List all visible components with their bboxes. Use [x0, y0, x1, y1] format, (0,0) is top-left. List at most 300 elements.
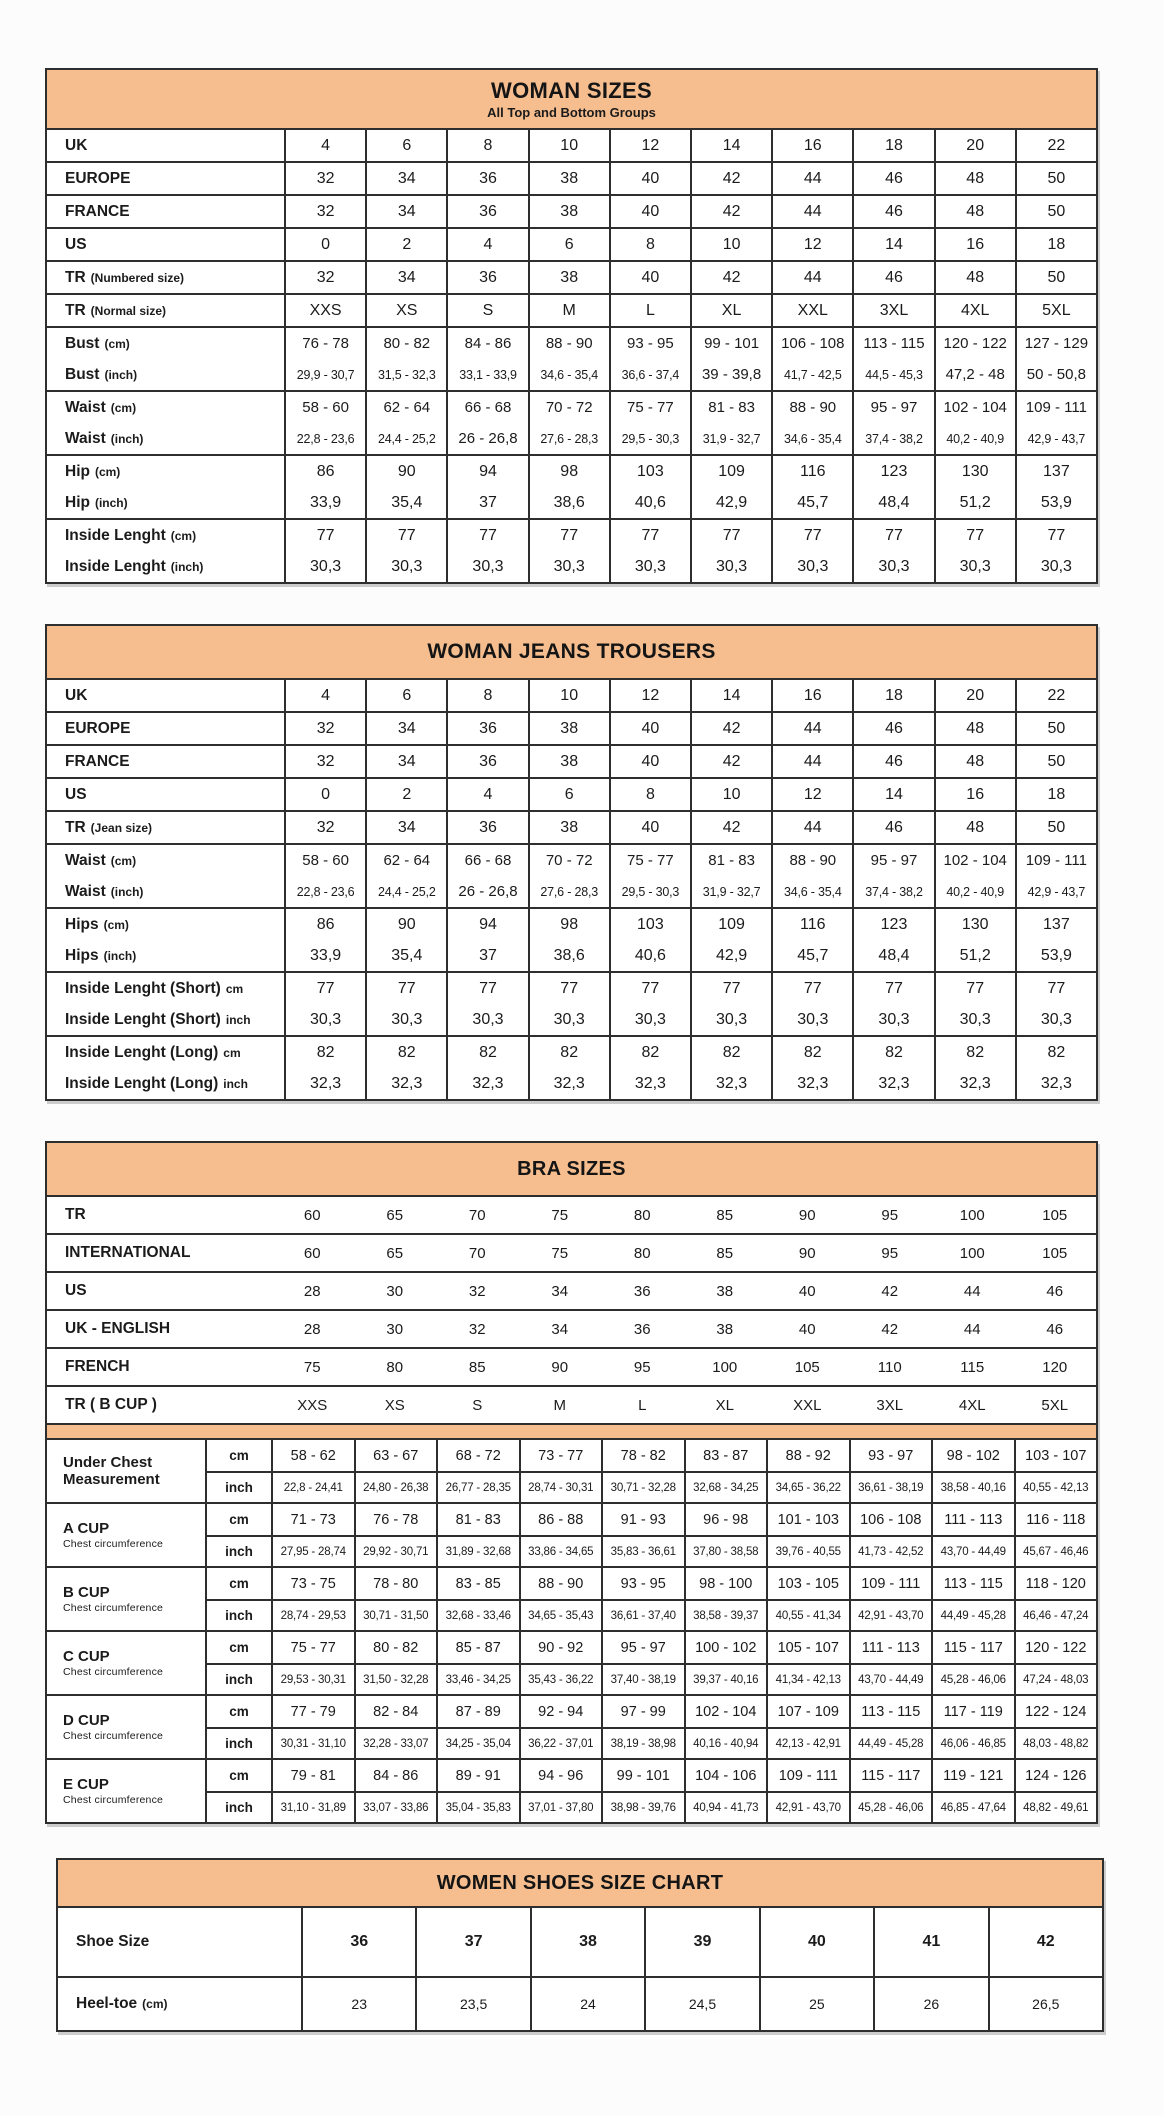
- unit-label: inch: [205, 1791, 271, 1822]
- cell: 8: [446, 130, 527, 161]
- cell: 111 - 113: [849, 1632, 932, 1663]
- cell: 115 - 117: [849, 1760, 932, 1791]
- row-label-text: TR: [65, 818, 86, 836]
- row-group: [47, 744, 1096, 777]
- cell: 12: [609, 130, 690, 161]
- row-label-text: A CUP: [63, 1519, 110, 1537]
- row-label: [47, 1068, 284, 1099]
- row-label: [47, 1440, 205, 1502]
- row-group: [47, 971, 1096, 1035]
- cell: 10: [690, 229, 771, 260]
- cell: 28,74 - 30,31: [519, 1471, 602, 1502]
- cell: 31,9 - 32,7: [690, 876, 771, 907]
- row-label-text: Inside Lenght (Short): [65, 979, 221, 997]
- cell: 10: [690, 779, 771, 810]
- cell: 88 - 90: [519, 1568, 602, 1599]
- cell: 4XL: [934, 295, 1015, 326]
- cell: 90 - 92: [519, 1632, 602, 1663]
- cell: 77: [365, 973, 446, 1004]
- cell: 77: [284, 973, 365, 1004]
- cell: 105: [1042, 1206, 1068, 1224]
- cell: 36: [446, 196, 527, 227]
- cell: 30,71 - 32,28: [601, 1471, 684, 1502]
- cell: 44: [771, 812, 852, 843]
- cell: 30,3: [771, 551, 852, 582]
- cell: 94: [446, 456, 527, 487]
- row-label: [47, 359, 284, 390]
- cell: 40,16 - 40,94: [684, 1727, 767, 1758]
- cell: 6: [365, 130, 446, 161]
- cell: 42,91 - 43,70: [849, 1599, 932, 1630]
- row-label-suffix: (Numbered size): [90, 270, 185, 285]
- cell: 93 - 95: [601, 1568, 684, 1599]
- cell: 77: [284, 520, 365, 551]
- row-group: [47, 1694, 1096, 1758]
- cell: 22,8 - 24,41: [271, 1471, 354, 1502]
- cell: 18: [1015, 779, 1096, 810]
- cell: 4XL: [958, 1396, 986, 1414]
- cell: 104 - 106: [684, 1760, 767, 1791]
- cell: 82: [852, 1037, 933, 1068]
- row-label-text: FRANCE: [65, 752, 130, 770]
- cell: 10: [528, 680, 609, 711]
- row-label-text: EUROPE: [65, 719, 131, 737]
- cell: 48: [934, 196, 1015, 227]
- cell: 42,9 - 43,7: [1015, 423, 1096, 454]
- unit-label: cm: [205, 1440, 271, 1471]
- row-label: [47, 262, 284, 293]
- cell: 30,3: [365, 551, 446, 582]
- cell: 44,49 - 45,28: [931, 1599, 1014, 1630]
- cell: 44: [771, 746, 852, 777]
- cell: 58 - 60: [284, 392, 365, 423]
- cell: 27,6 - 28,3: [528, 876, 609, 907]
- cell: 100: [712, 1358, 738, 1376]
- cell: 32,3: [852, 1068, 933, 1099]
- cell: 70: [468, 1206, 486, 1224]
- cell: 97 - 99: [601, 1696, 684, 1727]
- row-label-text: Waist: [65, 398, 106, 416]
- row-group: [47, 1309, 1096, 1347]
- cell: 83 - 85: [436, 1568, 519, 1599]
- cell: 4: [446, 229, 527, 260]
- row-label-text: Bust: [65, 365, 100, 383]
- cell: 44: [963, 1320, 981, 1338]
- cell: 33,07 - 33,86: [354, 1791, 437, 1822]
- cell: 50 - 50,8: [1015, 359, 1096, 390]
- cell: 27,95 - 28,74: [271, 1535, 354, 1566]
- cell: 36: [301, 1908, 415, 1976]
- cell: 77: [690, 520, 771, 551]
- cell: 32: [284, 196, 365, 227]
- unit-label: cm: [205, 1760, 271, 1791]
- cell: 40: [609, 262, 690, 293]
- cell: 103: [609, 909, 690, 940]
- cell: 42: [690, 812, 771, 843]
- cell: 31,9 - 32,7: [690, 423, 771, 454]
- cell: 30,3: [852, 551, 933, 582]
- row-label-sub: Chest circumference: [63, 1730, 164, 1743]
- cell: 33,9: [284, 487, 365, 518]
- cell: 77: [609, 520, 690, 551]
- cell: 28: [303, 1320, 321, 1338]
- cell: 75 - 77: [271, 1632, 354, 1663]
- cell: 116: [771, 456, 852, 487]
- row-label: [47, 1311, 271, 1347]
- cell: 2: [365, 229, 446, 260]
- cell: 40,55 - 41,34: [766, 1599, 849, 1630]
- cell: 106 - 108: [771, 328, 852, 359]
- cell: 95: [881, 1206, 899, 1224]
- row-label-text: Hips: [65, 946, 99, 964]
- cell: 50: [1015, 163, 1096, 194]
- cell: 42: [690, 262, 771, 293]
- cell: 48: [934, 262, 1015, 293]
- cell: 36,61 - 37,40: [601, 1599, 684, 1630]
- row-label-suffix: (Jean size): [90, 820, 153, 835]
- cell: 50: [1015, 812, 1096, 843]
- cell: 12: [771, 779, 852, 810]
- cell: 37,40 - 38,19: [601, 1663, 684, 1694]
- row-label-text: US: [65, 235, 87, 253]
- cell: 85 - 87: [436, 1632, 519, 1663]
- cell: 113 - 115: [931, 1568, 1014, 1599]
- cell: 77: [934, 520, 1015, 551]
- cell: 30,3: [446, 551, 527, 582]
- cell: 34,65 - 35,43: [519, 1599, 602, 1630]
- cell: 109: [690, 909, 771, 940]
- row-label-text: Inside Lenght (Short): [65, 1010, 221, 1028]
- cell: 78 - 82: [601, 1440, 684, 1471]
- cell: 66 - 68: [446, 392, 527, 423]
- woman-sizes-subtitle: All Top and Bottom Groups: [487, 105, 656, 120]
- row-label: [47, 1504, 205, 1566]
- cell: 27,6 - 28,3: [528, 423, 609, 454]
- cell: 80: [386, 1358, 404, 1376]
- cell: 95: [881, 1244, 899, 1262]
- cell: 38,98 - 39,76: [601, 1791, 684, 1822]
- cell: 18: [852, 680, 933, 711]
- cell: 44,49 - 45,28: [849, 1727, 932, 1758]
- row-label-text: Inside Lenght: [65, 526, 166, 544]
- cell: 77: [1015, 520, 1096, 551]
- cell: 95 - 97: [601, 1632, 684, 1663]
- row-label: [47, 876, 284, 907]
- cell: 58 - 62: [271, 1440, 354, 1471]
- cell: 30,3: [365, 1004, 446, 1035]
- cell: 26: [873, 1978, 987, 2030]
- cell: 28,74 - 29,53: [271, 1599, 354, 1630]
- cell: 42,9: [690, 487, 771, 518]
- row-label-text: Shoe Size: [76, 1933, 150, 1950]
- cell: 29,92 - 30,71: [354, 1535, 437, 1566]
- row-group: [47, 1758, 1096, 1822]
- cell: 37: [446, 940, 527, 971]
- cell: 105 - 107: [766, 1632, 849, 1663]
- cell: 60: [303, 1244, 321, 1262]
- cell: 38,58 - 40,16: [931, 1471, 1014, 1502]
- bra-sizes-body: [47, 1197, 1096, 1822]
- cell: 137: [1015, 456, 1096, 487]
- cell: 80: [633, 1206, 651, 1224]
- cell: 84 - 86: [446, 328, 527, 359]
- row-label-suffix: (cm): [94, 464, 121, 479]
- row-label: [47, 909, 284, 940]
- cell: 77: [934, 973, 1015, 1004]
- cell: 6: [365, 680, 446, 711]
- cell: 32,68 - 34,25: [684, 1471, 767, 1502]
- cell: 32,3: [609, 1068, 690, 1099]
- cell: 38: [528, 262, 609, 293]
- cell: 76 - 78: [354, 1504, 437, 1535]
- cell: 99 - 101: [690, 328, 771, 359]
- row-label: [47, 392, 284, 423]
- cell: 29,9 - 30,7: [284, 359, 365, 390]
- cell: 0: [284, 779, 365, 810]
- woman-jeans-body: [47, 680, 1096, 1099]
- cell: 84 - 86: [354, 1760, 437, 1791]
- cell: 111 - 113: [931, 1504, 1014, 1535]
- cell: 34,6 - 35,4: [771, 423, 852, 454]
- women-shoes-title: WOMEN SHOES SIZE CHART: [436, 1871, 724, 1894]
- row-group: [47, 1502, 1096, 1566]
- cell: 42: [690, 196, 771, 227]
- row-label-text: UK: [65, 136, 88, 154]
- cell: 35,83 - 36,61: [601, 1535, 684, 1566]
- cell: XXL: [771, 295, 852, 326]
- cell: 30,3: [934, 551, 1015, 582]
- cell: 75 - 77: [609, 392, 690, 423]
- cell: 32: [468, 1320, 486, 1338]
- row-group: [47, 293, 1096, 326]
- row-label-suffix: inch: [225, 1012, 251, 1027]
- cell: 109 - 111: [849, 1568, 932, 1599]
- cell: 36: [633, 1282, 651, 1300]
- cell: 48: [934, 713, 1015, 744]
- cell: L: [638, 1396, 647, 1414]
- size-charts: [0, 68, 1164, 2032]
- row-label-suffix: inch: [223, 1076, 248, 1091]
- row-label-text: INTERNATIONAL: [65, 1244, 191, 1261]
- row-label: [47, 295, 284, 326]
- cell: 0: [284, 229, 365, 260]
- cell: 30,3: [528, 1004, 609, 1035]
- row-group: [47, 843, 1096, 907]
- row-label-suffix: (cm): [142, 1997, 168, 2011]
- cell: 93 - 97: [849, 1440, 932, 1471]
- cell: 60: [303, 1206, 321, 1224]
- row-group: [47, 1385, 1096, 1423]
- row-label-text: UK - ENGLISH: [65, 1320, 171, 1337]
- cell: 30,3: [446, 1004, 527, 1035]
- cell: 14: [690, 130, 771, 161]
- cell: 4: [284, 680, 365, 711]
- cell: 85: [468, 1358, 486, 1376]
- cell: 46,85 - 47,64: [931, 1791, 1014, 1822]
- cell: 18: [852, 130, 933, 161]
- cell: 16: [771, 680, 852, 711]
- row-label-text: Hips: [65, 915, 99, 933]
- row-label-text: UK: [65, 686, 88, 704]
- row-label: [47, 1387, 271, 1423]
- row-group: [47, 1438, 1096, 1502]
- cell: 32,3: [690, 1068, 771, 1099]
- cell: XXL: [793, 1396, 822, 1414]
- cell: 35,43 - 36,22: [519, 1663, 602, 1694]
- cell: 102 - 104: [934, 392, 1015, 423]
- cell: 30,3: [852, 1004, 933, 1035]
- cell: 32,3: [528, 1068, 609, 1099]
- cell: 77: [771, 520, 852, 551]
- cell: 44,5 - 45,3: [852, 359, 933, 390]
- cell: 89 - 91: [436, 1760, 519, 1791]
- cell: 37,01 - 37,80: [519, 1791, 602, 1822]
- cell: 38: [530, 1908, 644, 1976]
- cell: 30,3: [1015, 551, 1096, 582]
- cell: 77 - 79: [271, 1696, 354, 1727]
- cell: 38,19 - 38,98: [601, 1727, 684, 1758]
- cell: 105: [794, 1358, 820, 1376]
- cell: 98: [528, 456, 609, 487]
- cell: 38,6: [528, 487, 609, 518]
- cell: 50: [1015, 713, 1096, 744]
- women-shoes-header: [58, 1860, 1102, 1908]
- cell: 32: [284, 163, 365, 194]
- cell: 51,2: [934, 487, 1015, 518]
- cell: 39,76 - 40,55: [766, 1535, 849, 1566]
- cell: 75 - 77: [609, 845, 690, 876]
- cell: 31,89 - 32,68: [436, 1535, 519, 1566]
- cell: XS: [384, 1396, 405, 1414]
- cell: 24,4 - 25,2: [365, 423, 446, 454]
- cell: 44: [771, 196, 852, 227]
- cell: 90: [551, 1358, 569, 1376]
- cell: 48,4: [852, 940, 933, 971]
- cell: 46: [852, 196, 933, 227]
- row-label: [47, 163, 284, 194]
- cell: 42,13 - 42,91: [766, 1727, 849, 1758]
- cell: 31,50 - 32,28: [354, 1663, 437, 1694]
- cell: 77: [852, 973, 933, 1004]
- cell: 77: [1015, 973, 1096, 1004]
- row-label-text: EUROPE: [65, 169, 131, 187]
- row-label: [47, 713, 284, 744]
- cell: 40: [798, 1282, 816, 1300]
- cell: 3XL: [876, 1396, 904, 1414]
- cell: 40: [609, 746, 690, 777]
- cell: 110: [877, 1358, 902, 1376]
- cell: XXS: [284, 295, 365, 326]
- cell: 73 - 77: [519, 1440, 602, 1471]
- cell: 34: [365, 196, 446, 227]
- cell: 100 - 102: [684, 1632, 767, 1663]
- cell: 5XL: [1041, 1396, 1069, 1414]
- cell: 40,6: [609, 940, 690, 971]
- cell: 117 - 119: [931, 1696, 1014, 1727]
- row-label-suffix: (inch): [170, 559, 204, 574]
- row-group: [58, 1908, 1102, 1976]
- cell: 23: [301, 1978, 415, 2030]
- cell: 8: [609, 229, 690, 260]
- cell: 105: [1042, 1244, 1068, 1262]
- cell: 82: [1015, 1037, 1096, 1068]
- cell: 90: [365, 909, 446, 940]
- cell: 83 - 87: [684, 1440, 767, 1471]
- cell: 39 - 39,8: [690, 359, 771, 390]
- cell: 81 - 83: [436, 1504, 519, 1535]
- cell: 32: [284, 713, 365, 744]
- cell: 12: [609, 680, 690, 711]
- woman-jeans: [45, 624, 1098, 1101]
- cell: 38: [528, 713, 609, 744]
- row-label: [47, 328, 284, 359]
- cell: 76 - 78: [284, 328, 365, 359]
- cell: 81 - 83: [690, 392, 771, 423]
- cell: 77: [365, 520, 446, 551]
- cell: 70: [468, 1244, 486, 1262]
- cell: 5XL: [1015, 295, 1096, 326]
- row-group: [47, 130, 1096, 161]
- cell: 34,65 - 36,22: [766, 1471, 849, 1502]
- cell: 123: [852, 909, 933, 940]
- cell: 8: [446, 680, 527, 711]
- cell: 32: [284, 746, 365, 777]
- cell: 130: [934, 909, 1015, 940]
- cell: 34: [365, 746, 446, 777]
- cell: 90: [798, 1244, 816, 1262]
- cell: 24: [530, 1978, 644, 2030]
- cell: 30,3: [1015, 1004, 1096, 1035]
- row-label-text: D CUP: [63, 1711, 110, 1729]
- row-label: [47, 812, 284, 843]
- cell: 95: [633, 1358, 651, 1376]
- row-label-text: Under Chest Measurement: [63, 1453, 160, 1488]
- cell: 34,25 - 35,04: [436, 1727, 519, 1758]
- cell: 50: [1015, 746, 1096, 777]
- row-group: [47, 1233, 1096, 1271]
- cell: 4: [446, 779, 527, 810]
- cell: 36: [446, 713, 527, 744]
- cell: 26 - 26,8: [446, 876, 527, 907]
- cell: 88 - 90: [771, 392, 852, 423]
- cell: 82: [446, 1037, 527, 1068]
- row-label: [47, 1037, 284, 1068]
- row-label-text: TR ( B CUP ): [65, 1396, 157, 1413]
- cell: 32,3: [365, 1068, 446, 1099]
- row-label-text: B CUP: [63, 1583, 110, 1601]
- cell: 77: [690, 973, 771, 1004]
- row-label-text: TR: [65, 301, 86, 319]
- cell: 93 - 95: [609, 328, 690, 359]
- cell: 75: [303, 1358, 321, 1376]
- cell: 86: [284, 909, 365, 940]
- row-label-sub: Chest circumference: [63, 1794, 164, 1807]
- cell: 63 - 67: [354, 1440, 437, 1471]
- cell: XXS: [297, 1396, 328, 1414]
- cell: 41: [873, 1908, 987, 1976]
- row-label: [47, 551, 284, 582]
- cell: 116: [771, 909, 852, 940]
- row-label-text: FRANCE: [65, 202, 130, 220]
- row-label-text: E CUP: [63, 1775, 109, 1793]
- row-label: [47, 845, 284, 876]
- cell: 34: [365, 812, 446, 843]
- cell: 109 - 111: [1015, 392, 1096, 423]
- cell: 68 - 72: [436, 1440, 519, 1471]
- cell: 65: [386, 1206, 404, 1224]
- cell: 51,2: [934, 940, 1015, 971]
- row-group: [47, 1566, 1096, 1630]
